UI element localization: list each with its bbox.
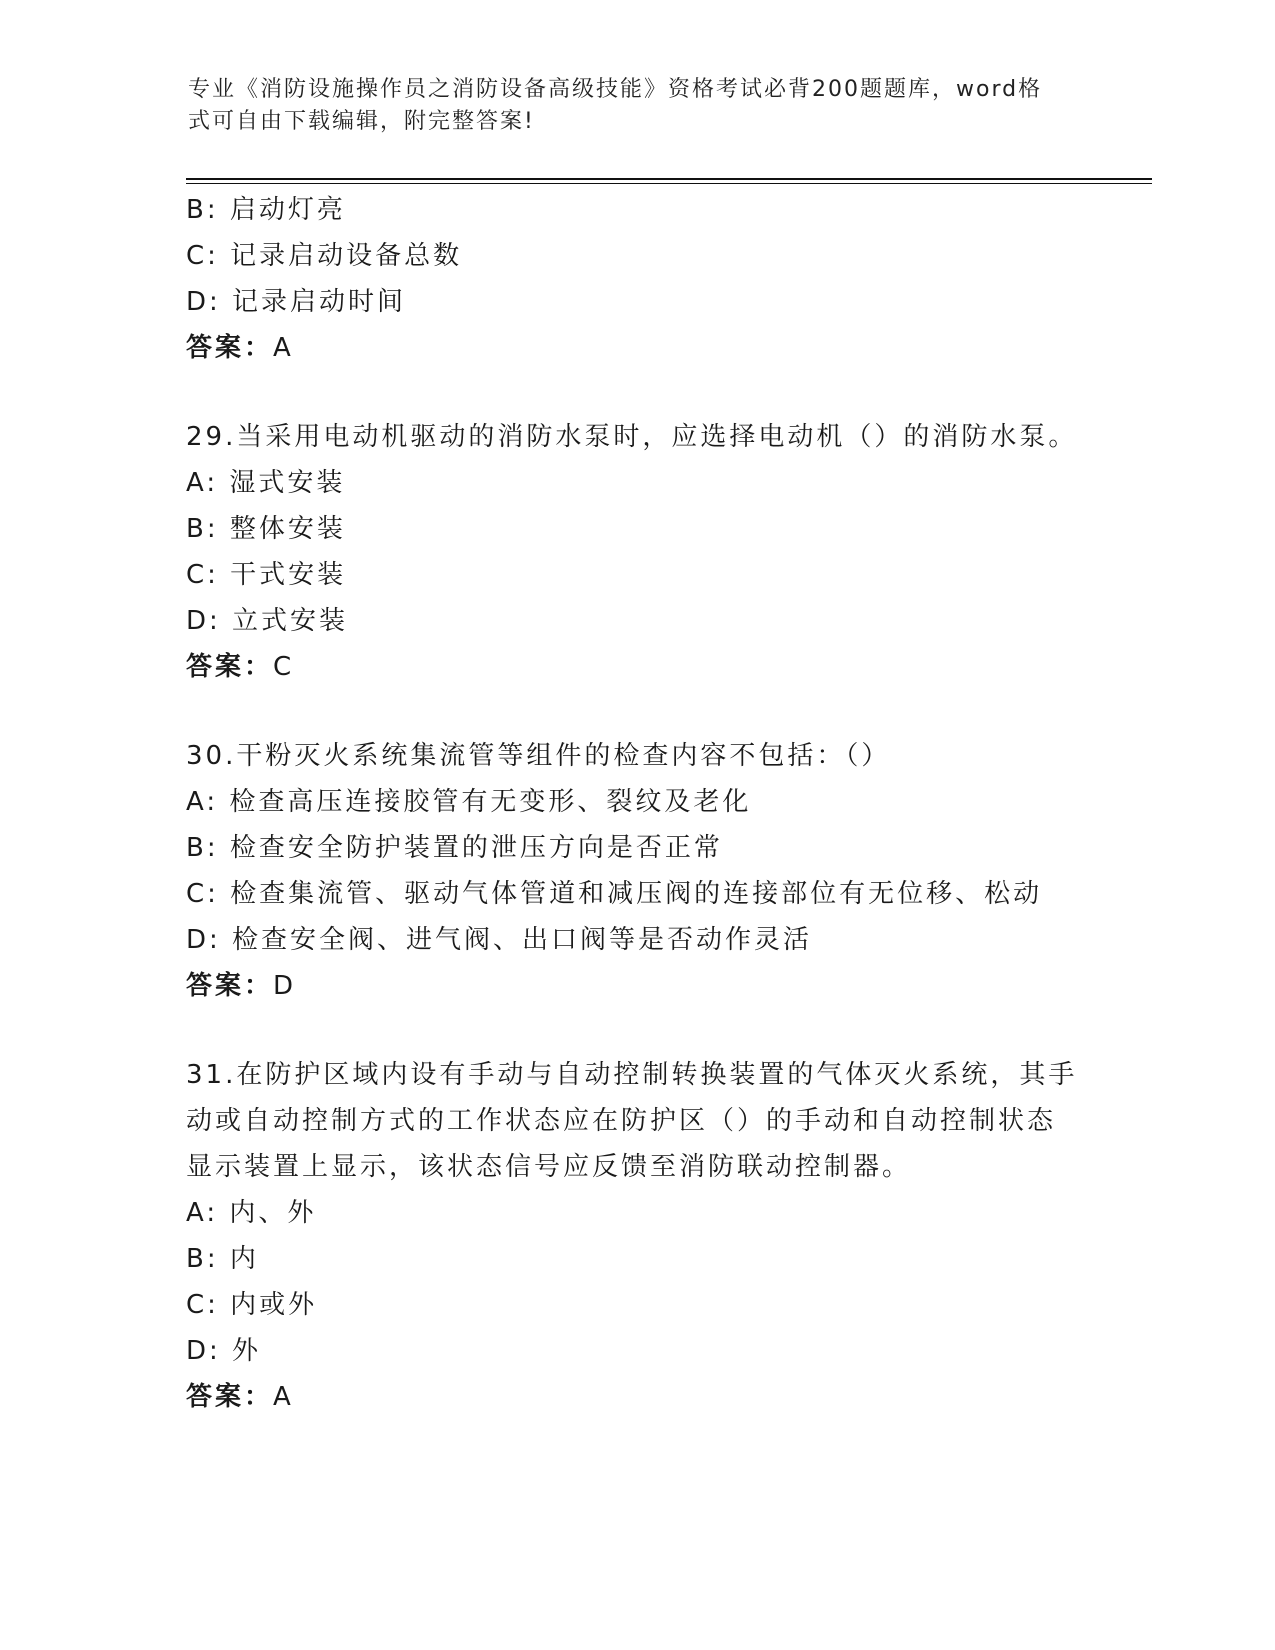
answer-value: C [273, 652, 295, 682]
option-b: B: 启动灯亮 [186, 195, 346, 225]
header-line-2: 式可自由下载编辑，附完整答案! [188, 109, 535, 134]
header-divider-thick [186, 178, 1152, 180]
answer-label: 答案： [186, 971, 274, 1001]
option-c: C: 干式安装 [186, 560, 347, 590]
answer-value: A [273, 1382, 294, 1412]
option-d: D: 记录启动时间 [186, 287, 407, 317]
answer-label: 答案： [186, 652, 274, 682]
document-body [186, 187, 1086, 1420]
option-d: D: 检查安全阀、进气阀、出口阀等是否动作灵活 [186, 925, 813, 955]
question-28-tail [186, 187, 1086, 371]
question-30 [186, 733, 1086, 1009]
question-stem-line-1: 31.在防护区域内设有手动与自动控制转换装置的气体灭火系统，其手 [186, 1060, 1078, 1090]
answer-row [186, 963, 1086, 1009]
option-d: D: 外 [186, 1336, 262, 1366]
answer-label: 答案： [186, 333, 274, 363]
answer-row [186, 644, 1086, 690]
option-a: A: 内、外 [186, 1198, 317, 1228]
option-a: A: 湿式安装 [186, 468, 346, 498]
question-stem-line-2: 动或自动控制方式的工作状态应在防护区（）的手动和自动控制状态 [186, 1106, 1057, 1136]
option-b: B: 整体安装 [186, 514, 346, 544]
question-stem: 30.干粉灭火系统集流管等组件的检查内容不包括：（） [186, 741, 891, 771]
option-a: A: 检查高压连接胶管有无变形、裂纹及老化 [186, 787, 752, 817]
question-stem-line-3: 显示装置上显示，该状态信号应反馈至消防联动控制器。 [186, 1152, 912, 1182]
option-d: D: 立式安装 [186, 606, 349, 636]
option-c: C: 检查集流管、驱动气体管道和减压阀的连接部位有无位移、松动 [186, 879, 1043, 909]
option-b: B: 内 [186, 1244, 259, 1274]
answer-value: A [273, 333, 294, 363]
question-29 [186, 414, 1086, 690]
option-c: C: 内或外 [186, 1290, 318, 1320]
option-b: B: 检查安全防护装置的泄压方向是否正常 [186, 833, 723, 863]
option-c: C: 记录启动设备总数 [186, 241, 463, 271]
header-divider-thin [186, 183, 1152, 184]
document-header [188, 74, 1068, 138]
answer-label: 答案： [186, 1382, 274, 1412]
answer-row [186, 325, 1086, 371]
answer-value: D [273, 971, 297, 1001]
question-stem: 29.当采用电动机驱动的消防水泵时，应选择电动机（）的消防水泵。 [186, 422, 1078, 452]
answer-row [186, 1374, 1086, 1420]
question-31 [186, 1052, 1086, 1420]
header-line-1: 专业《消防设施操作员之消防设备高级技能》资格考试必背200题题库，word格 [188, 77, 1043, 102]
